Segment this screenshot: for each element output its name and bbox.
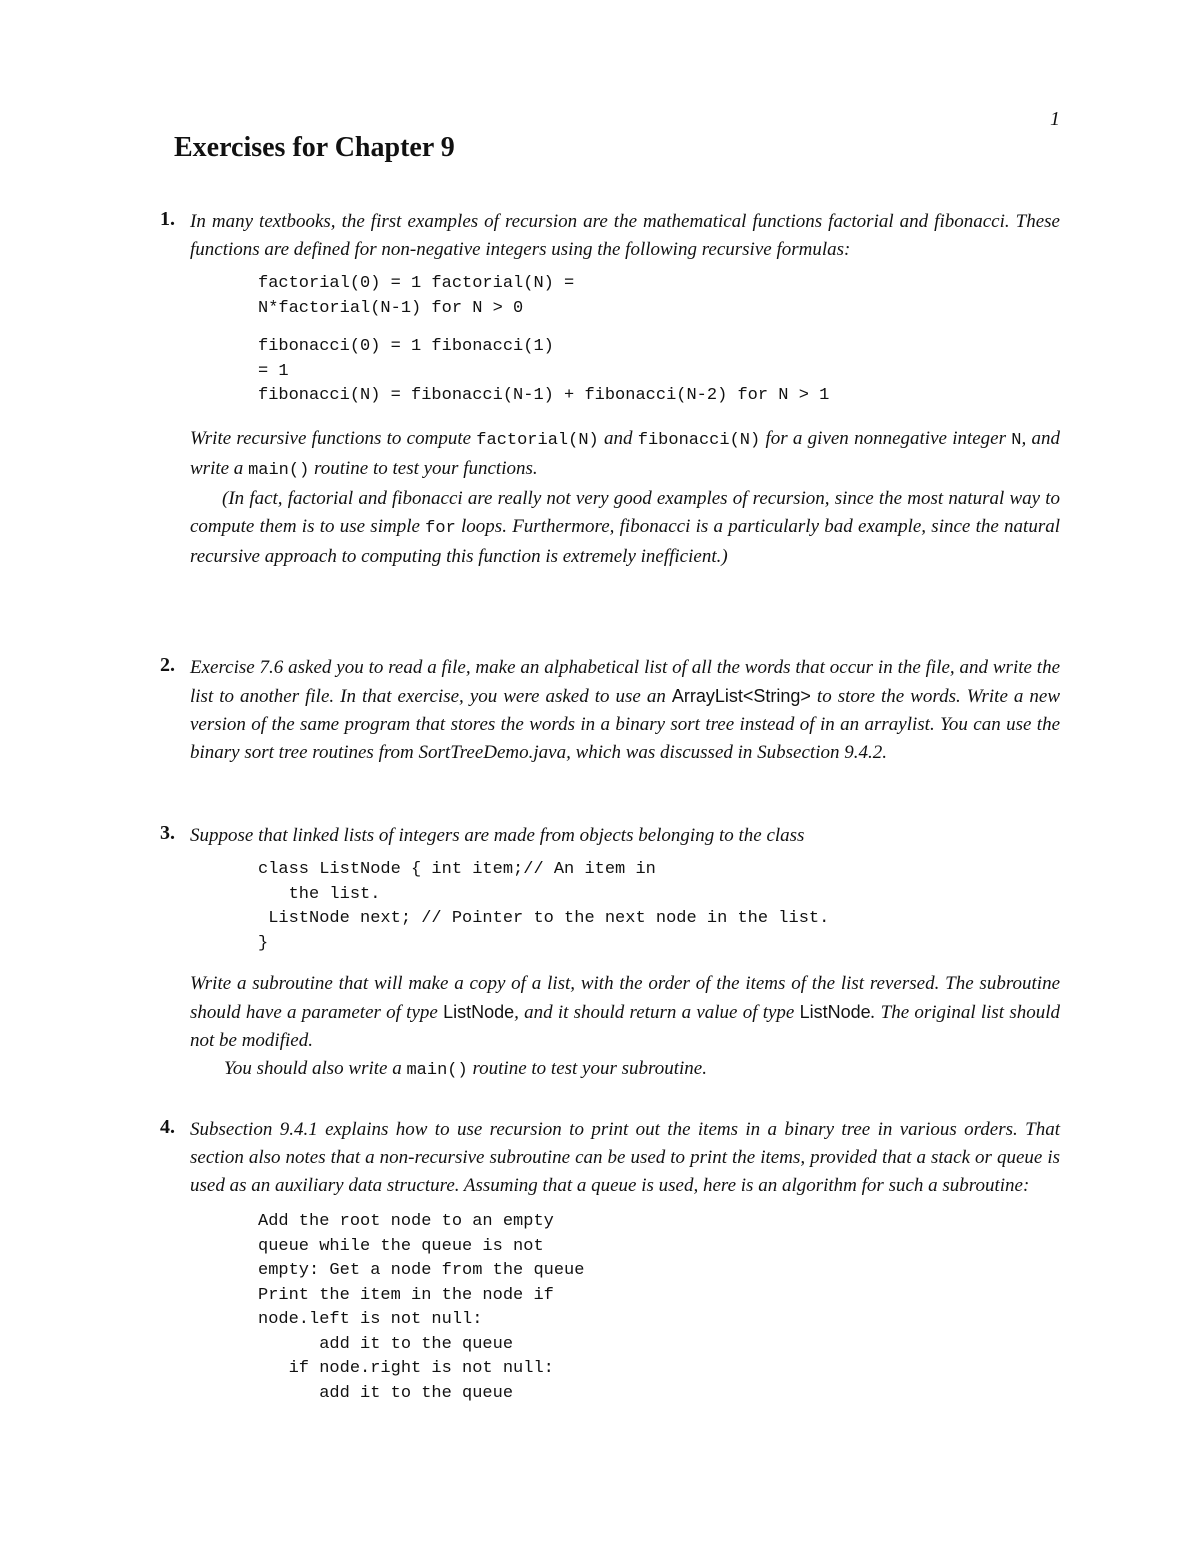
page-title: Exercises for Chapter 9 [174,132,455,163]
exercise-intro: Subsection 9.4.1 explains how to use recursion to print out the items in a binary tree in various orders. That section also notes that a non-recursive subroutine can be used to print the items, provided that a stack or queue is used as an auxiliary data structure. Assuming that a queue is used, here is an algorithm for such a subroutine: [190,1119,1060,1196]
exercise-intro: Suppose that linked lists of integers are made from objects belonging to the class [190,825,805,846]
exercise-4 [160,1116,1060,1406]
exercise-note: You should also write a main() routine to test your subroutine. [224,1058,707,1080]
exercise-2 [160,654,1060,767]
page-number: 1 [1050,108,1060,130]
code-block-algorithm: Add the root node to an empty queue while the queue is not empty: Get a node from the queue Print the item in the node if node.left is not null: add it to the queue if node.right is not null: add it to the queue [258,1212,585,1403]
exercise-number: 1. [160,208,175,230]
code-block-listnode: class ListNode { int item;// An item in the list. ListNode next; // Pointer to the next node in the list. } [258,860,830,953]
exercise-intro: In many textbooks, the first examples of recursion are the mathematical functions factorial and fibonacci. These functions are defined for non-negative integers using the following recursive formulas: [190,211,1060,260]
exercise-number: 2. [160,654,175,676]
exercise-text: Exercise 7.6 asked you to read a file, make an alphabetical list of all the words that occur in the file, and write the list to another file. In that exercise, you were asked to use an ArrayList<String> to store the words. Write a new version of the same program that stores the words in a binary sort tree instead of in an arraylist. You can use the binary sort tree routines from SortTreeDemo.java, which was discussed in Subsection 9.4.2. [190,657,1060,763]
exercise-note: (In fact, factorial and fibonacci are really not very good examples of recursion, since the most natural way to compute them is to use simple for loops. Furthermore, fibonacci is a particularly bad example, since the natural recursive approach to computing this function is extremely inefficient.) [190,487,1060,567]
exercise-task: Write recursive functions to compute factorial(N) and fibonacci(N) for a given nonnegative integer N, and write a main() routine to test your functions. [190,427,1061,480]
code-block-factorial: factorial(0) = 1 factorial(N) = N*factorial(N-1) for N > 0 [258,274,575,318]
exercise-task: Write a subroutine that will make a copy of a list, with the order of the items of the list reversed. The subroutine should have a parameter of type ListNode, and it should return a value of type ListNode. The original list should not be modified. [190,973,1060,1051]
code-block-fibonacci: fibonacci(0) = 1 fibonacci(1) = 1 fibonacci(N) = fibonacci(N-1) + fibonacci(N-2) for N > 1 [258,337,830,405]
exercise-number: 3. [160,822,175,844]
exercise-number: 4. [160,1116,175,1138]
exercise-3 [160,822,1060,1085]
exercise-1 [160,208,1060,571]
